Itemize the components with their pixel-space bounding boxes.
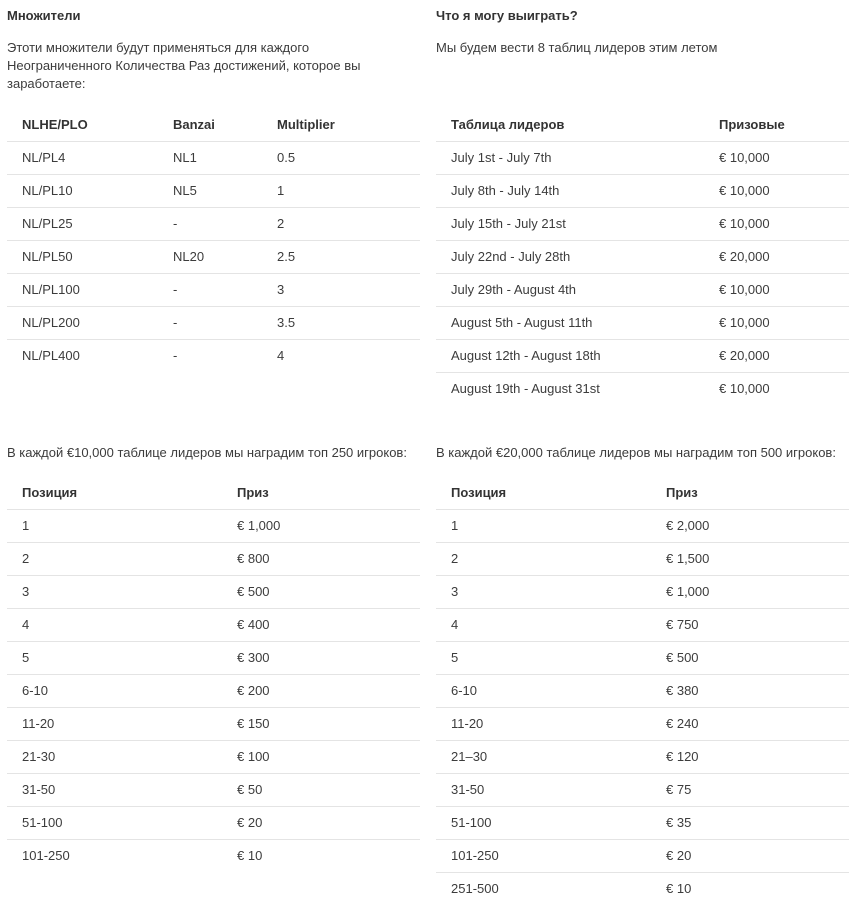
table-cell: 0.5 [277,150,296,165]
table-cell: € 750 [666,617,699,632]
table-cell: 101-250 [451,848,499,863]
table-cell: € 120 [666,749,699,764]
table-cell: € 400 [237,617,270,632]
table-row [436,543,849,576]
table-row [7,741,420,774]
table-cell: NL/PL10 [22,183,73,198]
table-row [7,340,420,373]
column-header: Таблица лидеров [451,117,565,132]
table-cell: July 15th - July 21st [451,216,566,231]
table-cell: NL20 [173,249,205,264]
table-cell: 51-100 [451,815,492,830]
table-cell: € 1,000 [237,518,281,533]
table-cell: € 150 [237,716,270,731]
table-cell: August 5th - August 11th [451,315,593,330]
table-cell: € 10 [666,881,692,896]
table-cell: € 75 [666,782,692,797]
table-row [7,307,420,340]
table-cell: 21–30 [451,749,488,764]
prizes-10k-intro: В каждой €10,000 таблице лидеров мы наградим топ 250 игроков: [7,445,407,460]
table-row [7,708,420,741]
table-cell: - [173,282,178,297]
table-cell: 6-10 [451,683,478,698]
multipliers-section [7,8,420,378]
table-row [7,543,420,576]
table-cell: - [173,216,178,231]
table-cell: NL5 [173,183,197,198]
table-cell: € 100 [237,749,270,764]
table-row [7,142,420,175]
column-header: Призовые [719,117,785,132]
table-cell: 6-10 [22,683,49,698]
column-header: Позиция [451,485,507,500]
table-cell: 11-20 [22,716,55,731]
table-row [7,609,420,642]
table-header-row [436,477,849,510]
table-cell: € 2,000 [666,518,710,533]
table-row [7,510,420,543]
prizes-20k-table [436,477,849,906]
table-row [436,642,849,675]
table-cell: 4 [451,617,459,632]
table-cell: € 10,000 [719,315,770,330]
table-header-row [7,477,420,510]
table-row [7,807,420,840]
table-cell: € 50 [237,782,263,797]
table-cell: € 10 [237,848,263,863]
leaderboards-heading: Что я могу выиграть? [436,8,578,23]
table-row [7,241,420,274]
table-cell: - [173,348,178,363]
table-row [436,175,849,208]
table-cell: € 20,000 [719,249,770,264]
column-header: Multiplier [277,117,335,132]
table-cell: 21-30 [22,749,56,764]
table-row [436,675,849,708]
table-cell: NL/PL25 [22,216,73,231]
column-header: Приз [237,485,269,500]
table-cell: 4 [22,617,30,632]
table-cell: July 29th - August 4th [451,282,577,297]
table-cell: NL/PL200 [22,315,80,330]
table-cell: € 1,500 [666,551,710,566]
table-cell: € 500 [237,584,270,599]
table-row [436,208,849,241]
column-header: Banzai [173,117,215,132]
table-header-row [436,109,849,142]
table-cell: € 20 [666,848,692,863]
table-cell: 5 [451,650,459,665]
table-cell: € 500 [666,650,699,665]
table-cell: € 1,000 [666,584,710,599]
table-cell: € 20,000 [719,348,770,363]
multipliers-intro: Этоти множители будут применяться для каждого Неограниченного Количества Раз достижений, которое вы заработаете: [7,40,361,91]
table-row [436,774,849,807]
table-row [7,175,420,208]
column-header: NLHE/PLO [22,117,88,132]
table-cell: € 380 [666,683,699,698]
table-cell: € 10,000 [719,216,770,231]
table-row [7,274,420,307]
prizes-10k-section [7,444,420,884]
table-row [7,208,420,241]
table-cell: 3.5 [277,315,296,330]
column-header: Приз [666,485,698,500]
table-cell: € 35 [666,815,692,830]
table-cell: 51-100 [22,815,63,830]
leaderboards-section [436,8,849,408]
table-cell: August 19th - August 31st [451,381,600,396]
prizes-10k-table [7,477,420,873]
table-row [436,340,849,373]
table-cell: 4 [277,348,285,363]
table-cell: 3 [277,282,285,297]
table-cell: 101-250 [22,848,70,863]
table-cell: 2 [451,551,459,566]
table-cell: 251-500 [451,881,499,896]
table-cell: 2 [277,216,285,231]
table-cell: € 200 [237,683,270,698]
table-row [436,307,849,340]
table-row [7,576,420,609]
table-row [436,142,849,175]
table-row [7,675,420,708]
multipliers-table [7,109,420,373]
table-cell: NL/PL50 [22,249,73,264]
table-cell: 1 [277,183,285,198]
table-cell: August 12th - August 18th [451,348,601,363]
table-row [436,873,849,906]
table-cell: 5 [22,650,30,665]
table-cell: € 10,000 [719,381,770,396]
table-cell: 2 [22,551,30,566]
table-row [436,741,849,774]
table-cell: 31-50 [22,782,56,797]
table-cell: NL1 [173,150,197,165]
table-cell: NL/PL100 [22,282,80,297]
table-row [436,708,849,741]
table-cell: July 8th - July 14th [451,183,560,198]
table-cell: 3 [22,584,30,599]
table-row [436,840,849,873]
table-cell: - [173,315,178,330]
table-row [436,807,849,840]
table-cell: € 300 [237,650,270,665]
table-cell: July 22nd - July 28th [451,249,571,264]
table-row [436,373,849,406]
multipliers-heading: Множители [7,8,81,23]
table-cell: NL/PL4 [22,150,66,165]
table-cell: 3 [451,584,459,599]
table-cell: € 800 [237,551,270,566]
column-header: Позиция [22,485,78,500]
table-row [436,510,849,543]
table-row [436,609,849,642]
table-row [7,642,420,675]
table-cell: July 1st - July 7th [451,150,552,165]
table-cell: € 240 [666,716,699,731]
table-cell: € 10,000 [719,150,770,165]
table-row [436,241,849,274]
prizes-20k-intro: В каждой €20,000 таблице лидеров мы наградим топ 500 игроков: [436,445,836,460]
table-cell: 11-20 [451,716,484,731]
table-cell: € 20 [237,815,263,830]
table-row [436,274,849,307]
table-row [7,840,420,873]
table-cell: € 10,000 [719,282,770,297]
table-cell: € 10,000 [719,183,770,198]
table-cell: 1 [22,518,30,533]
table-cell: 1 [451,518,459,533]
leaderboards-table [436,109,849,406]
table-cell: NL/PL400 [22,348,80,363]
table-row [436,576,849,609]
table-header-row [7,109,420,142]
table-cell: 31-50 [451,782,485,797]
leaderboards-intro: Мы будем вести 8 таблиц лидеров этим летом [436,40,718,55]
table-row [7,774,420,807]
prizes-20k-section [436,444,849,907]
table-cell: 2.5 [277,249,296,264]
